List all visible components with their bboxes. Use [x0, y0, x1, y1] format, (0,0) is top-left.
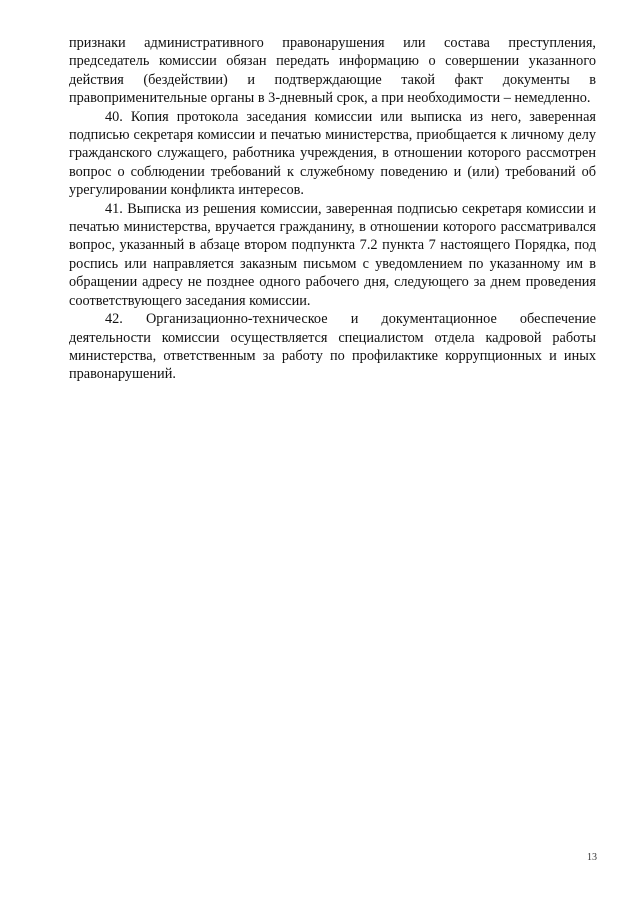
document-body	[69, 34, 596, 384]
paragraph-41: 41. Выписка из решения комиссии, заверенная подписью секретаря комиссии и печатью министерства, вручается гражданину, в отношении которого рассматривался вопрос, указанный в абзаце втором подпункта 7.2 пункта 7 настоящего Порядка, под роспись или направляется заказным письмом с уведомлением по указанному им в обращении адресу не позднее одного рабочего дня, следующего за днем проведения соответствующего заседания комиссии.	[69, 200, 596, 309]
paragraph-continuation: признаки административного правонарушения или состава преступления, председатель комиссии обязан передать информацию о совершении указанного действия (бездействии) и подтверждающие такой факт документы в правоприменительные органы в 3-дневный срок, а при необходимости – немедленно.	[69, 35, 596, 107]
page-number: 13	[587, 852, 597, 863]
paragraph-40: 40. Копия протокола заседания комиссии или выписка из него, заверенная подписью секретаря комиссии и печатью министерства, приобщается к личному делу гражданского служащего, работника учреждения, в отношении которого рассмотрен вопрос о соблюдении требований к служебному поведению и (или) требований об урегулировании конфликта интересов.	[69, 108, 596, 199]
paragraph-42: 42. Организационно-техническое и документационное обеспечение деятельности комиссии осуществляется специалистом отдела кадровой работы министерства, ответственным за работу по профилактике коррупционных и иных правонарушений.	[69, 311, 596, 383]
